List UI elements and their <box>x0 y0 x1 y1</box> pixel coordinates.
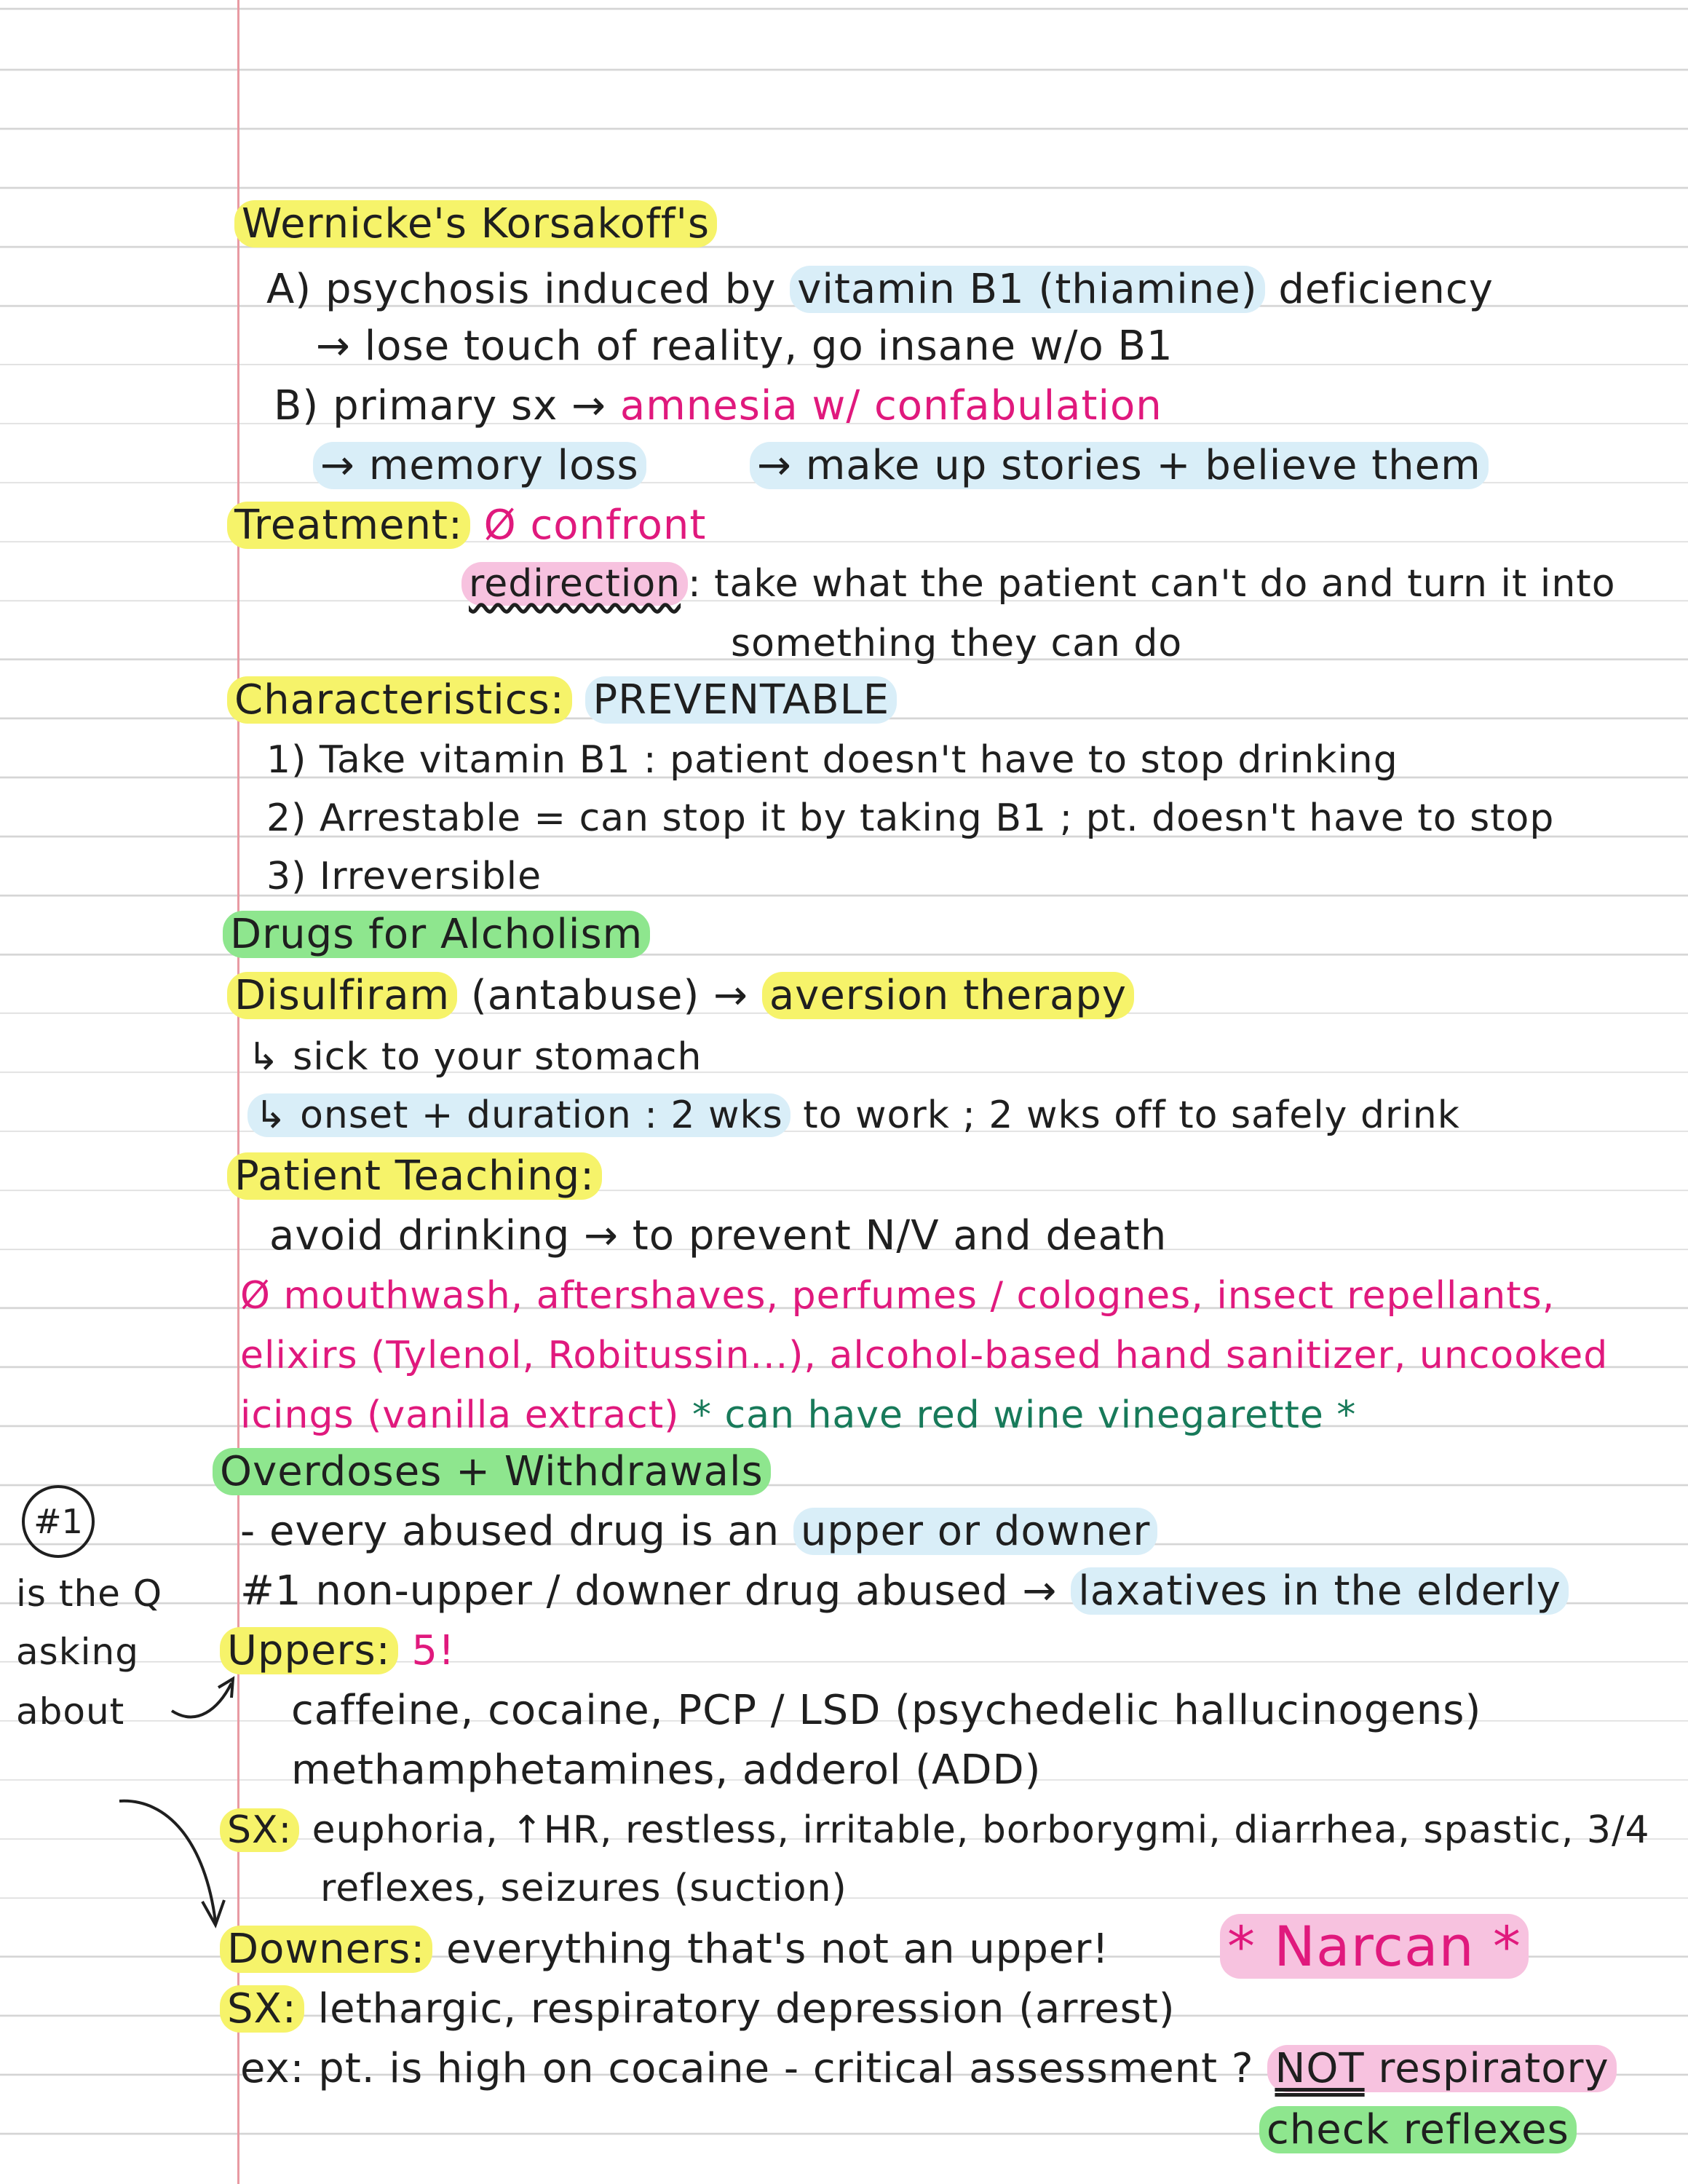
disulfiram-timing: ↳ onset + duration : 2 wks to work ; 2 wks off to safely drink <box>247 1092 1460 1139</box>
side-note-line-2: asking <box>16 1631 139 1673</box>
wernicke-point-b: B) primary sx → amnesia w/ confabulation <box>274 382 1162 430</box>
uppers-label-line: Uppers: 5! <box>220 1628 456 1674</box>
characteristics-item-2: 2) Arrestable = can stop it by taking B1 ; pt. doesn't have to stop <box>266 796 1555 840</box>
uppers-symptoms-2: reflexes, seizures (suction) <box>320 1867 847 1910</box>
not-respiratory-highlight: NOT respiratory <box>1267 2045 1616 2092</box>
downers-label-line: Downers: everything that's not an upper! <box>220 1926 1109 1973</box>
wernicke-point-a: A) psychosis induced by vitamin B1 (thiamine) deficiency <box>266 266 1494 313</box>
wernicke-confabulation-def: → make up stories + believe them <box>750 443 1489 489</box>
characteristics-item-3: 3) Irreversible <box>266 855 542 898</box>
overdoses-line-1: - every abused drug is an upper or downer <box>240 1508 1157 1555</box>
disulfiram-effect: ↳ sick to your stomach <box>247 1035 702 1079</box>
teaching-avoid-list-3: icings (vanilla extract) * can have red wine vinegarette * <box>240 1393 1357 1437</box>
arrow-to-uppers <box>172 1683 231 1717</box>
treatment-line: Treatment: Ø confront <box>227 502 706 549</box>
characteristics-item-1: 1) Take vitamin B1 : patient doesn't have to stop drinking <box>266 738 1398 782</box>
section-title-overdoses: Overdoses + Withdrawals <box>213 1449 771 1495</box>
uppers-list-1: caffeine, cocaine, PCP / LSD (psychedelic hallucinogens) <box>291 1687 1482 1734</box>
teaching-avoid-list-2: elixirs (Tylenol, Robitussin...), alcohol-based hand sanitizer, uncooked <box>240 1334 1609 1377</box>
characteristics-line: Characteristics: PREVENTABLE <box>227 677 897 724</box>
patient-teaching-label: Patient Teaching: <box>227 1153 602 1200</box>
uppers-list-2: methamphetamines, adderol (ADD) <box>291 1746 1042 1794</box>
downers-example: ex: pt. is high on cocaine - critical assessment ? NOT respiratory <box>240 2046 1617 2092</box>
teaching-line-1: avoid drinking → to prevent N/V and death <box>269 1212 1168 1259</box>
arrow-to-downers <box>119 1801 215 1922</box>
wernicke-memory-loss: → memory loss <box>313 443 646 489</box>
side-note-line-3: about <box>16 1690 125 1733</box>
wernicke-point-a-sub: → lose touch of reality, go insane w/o B1 <box>316 323 1173 370</box>
treatment-redirection-cont: something they can do <box>731 622 1183 665</box>
uppers-symptoms-1: SX: euphoria, ↑HR, restless, irritable, borborygmi, diarrhea, spastic, 3/4 <box>220 1807 1650 1853</box>
teaching-avoid-list-1: Ø mouthwash, aftershaves, perfumes / colognes, insect repellants, <box>240 1274 1556 1318</box>
section-title-wernicke: Wernicke's Korsakoff's <box>234 201 717 248</box>
side-note-line-1: is the Q <box>16 1572 163 1615</box>
section-title-drugs: Drugs for Alcholism <box>223 911 650 958</box>
side-note-badge: #1 <box>22 1485 95 1558</box>
downers-symptoms: SX: lethargic, respiratory depression (arrest) <box>220 1986 1176 2033</box>
disulfiram-line: Disulfiram (antabuse) → aversion therapy <box>227 973 1134 1019</box>
treatment-redirection: redirection : take what the patient can't do and turn it into <box>461 561 1616 607</box>
check-reflexes-note: check reflexes <box>1259 2107 1577 2153</box>
narcan-note: * Narcan * <box>1220 1919 1529 1974</box>
overdoses-line-2: #1 non-upper / downer drug abused → laxatives in the elderly <box>240 1568 1569 1615</box>
